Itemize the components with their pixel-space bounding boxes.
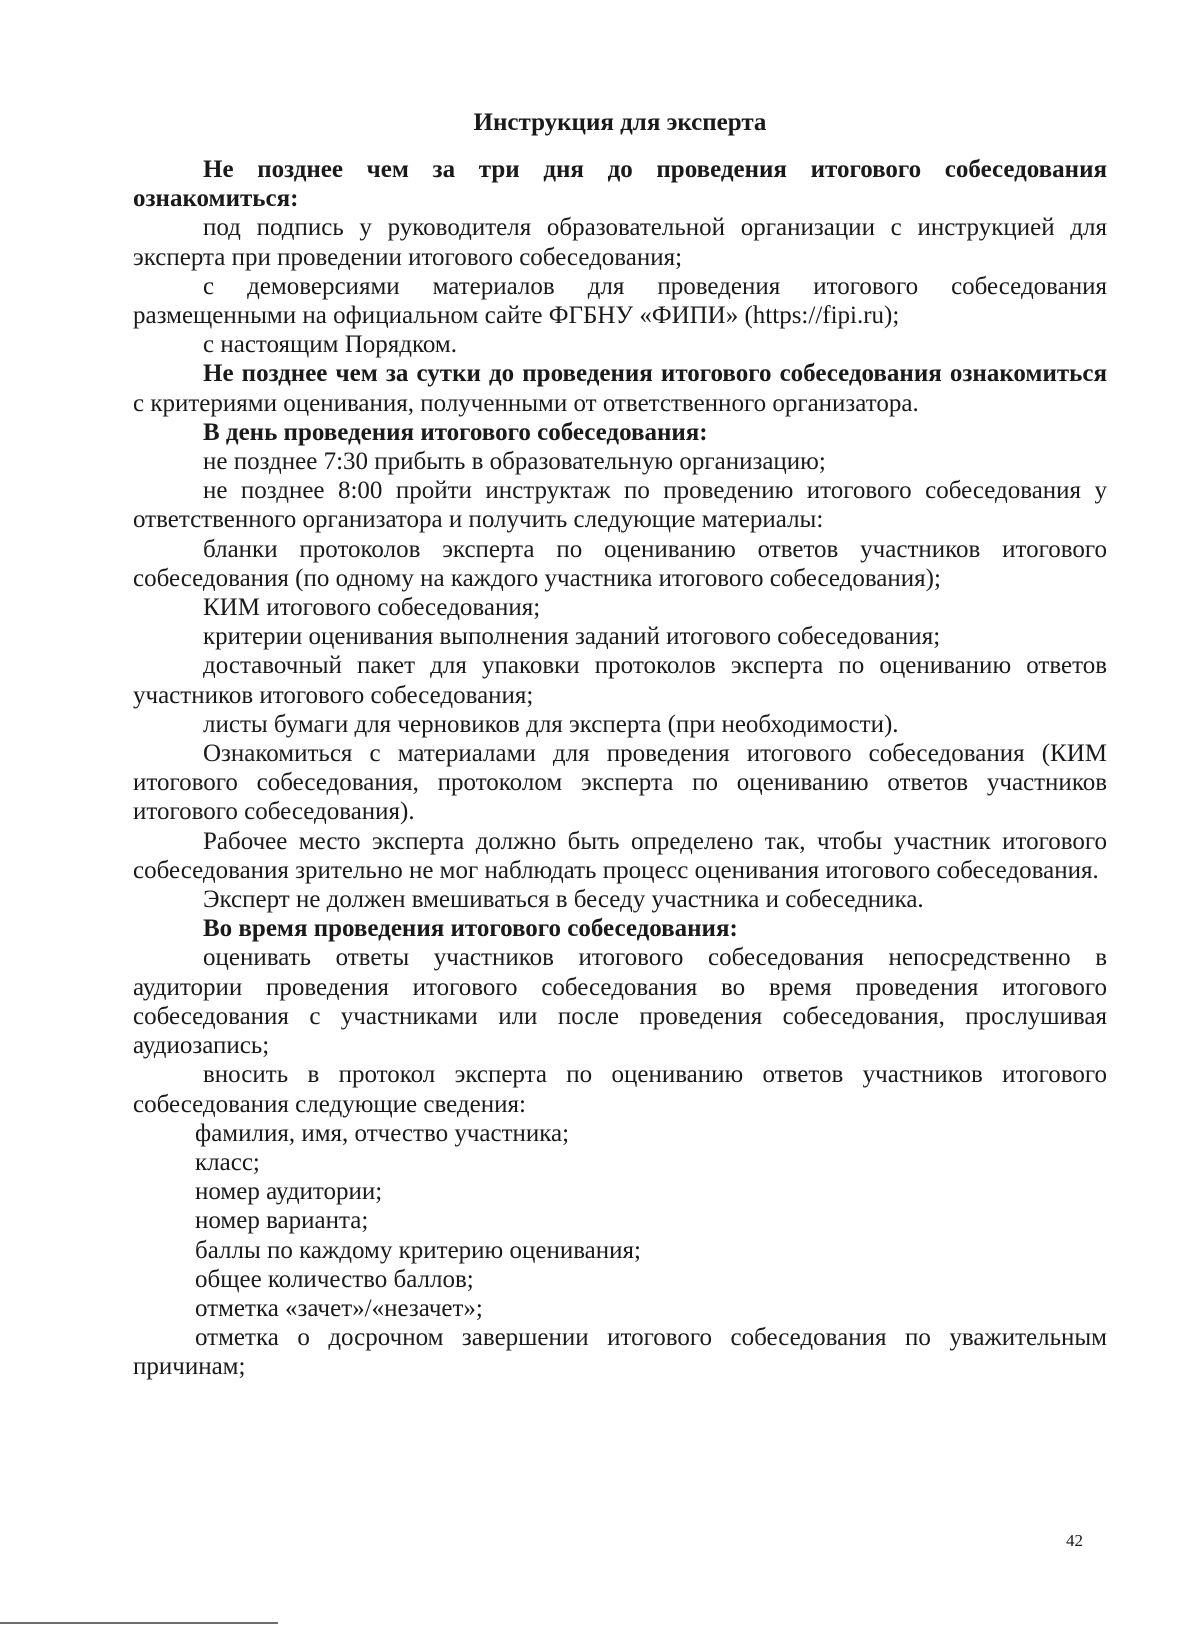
- paragraph: [133, 593, 1107, 622]
- paragraph: [133, 914, 1107, 943]
- page-number: 42: [1066, 1531, 1083, 1550]
- paragraph: [133, 943, 1107, 1060]
- paragraph-text: КИМ итогового собеседования;: [203, 594, 541, 622]
- list-item: отметка «зачет»/«незачет»;: [195, 1294, 483, 1322]
- paragraph: [133, 827, 1107, 885]
- paragraph: [133, 155, 1107, 213]
- paragraph: [133, 535, 1107, 593]
- list-item: фамилия, имя, отчество участника;: [195, 1119, 570, 1147]
- paragraph: [133, 739, 1107, 827]
- paragraph-bold: В день проведения итогового собеседования:: [203, 418, 708, 446]
- document-body: [133, 108, 1107, 1382]
- paragraph: [133, 651, 1107, 709]
- paragraph-text: Эксперт не должен вмешиваться в беседу участника и собеседника.: [203, 886, 924, 914]
- paragraph: [133, 622, 1107, 651]
- paragraph-text: с критериями оценивания, полученными от ответственного организатора.: [133, 389, 919, 417]
- paragraph-text: бланки протоколов эксперта по оцениванию ответов участников итогового собеседования (по одному на каждого участника итогового собеседования);: [133, 535, 1107, 592]
- paragraph-text: доставочный пакет для упаковки протоколов эксперта по оцениванию ответов участников итогового собеседования;: [133, 652, 1107, 709]
- paragraph-text: не позднее 7:30 прибыть в образовательную организацию;: [203, 448, 826, 476]
- paragraph-text: вносить в протокол эксперта по оцениванию ответов участников итогового собеседования следующие сведения:: [133, 1061, 1107, 1118]
- paragraph: [133, 447, 1107, 476]
- paragraph-bold: Во время проведения итогового собеседования:: [203, 915, 738, 943]
- paragraph: [133, 213, 1107, 271]
- page-title: Инструкция для эксперта: [473, 109, 767, 136]
- list-item: отметка о досрочном завершении итогового собеседования по уважительным причинам;: [133, 1324, 1107, 1381]
- list-item: баллы по каждому критерию оценивания;: [195, 1236, 641, 1264]
- paragraph-text: листы бумаги для черновиков для эксперта (при необходимости).: [203, 710, 899, 738]
- list-item: класс;: [195, 1148, 260, 1176]
- paragraph: [133, 710, 1107, 739]
- paragraph: [133, 885, 1107, 914]
- paragraph-text: Рабочее место эксперта должно быть определено так, чтобы участник итогового собеседования зрительно не мог наблюдать процесс оценивания итогового собеседования.: [133, 827, 1107, 884]
- list-item: общее количество баллов;: [195, 1265, 474, 1293]
- paragraph: [133, 1060, 1107, 1118]
- paragraph-text: с демоверсиями материалов для проведения итогового собеседования размещенными на официальном сайте ФГБНУ «ФИПИ» (https://fipi.ru);: [133, 272, 1107, 330]
- paragraph-bold: Не позднее чем за три дня до проведения итогового собеседования ознакомиться:: [133, 156, 1107, 213]
- paragraph-text: с настоящим Порядком.: [203, 331, 457, 359]
- list-item: номер варианта;: [195, 1207, 369, 1235]
- paragraph: [133, 272, 1107, 330]
- paragraph-bold: Не позднее чем за сутки до проведения итогового собеседования ознакомиться: [203, 360, 1107, 388]
- paragraph-text: под подпись у руководителя образовательной организации с инструкцией для эксперта при проведении итогового собеседования;: [133, 214, 1107, 271]
- paragraph: [133, 418, 1107, 447]
- paragraph: [133, 330, 1107, 359]
- list-item: номер аудитории;: [195, 1178, 383, 1206]
- paragraph: [133, 359, 1107, 417]
- paragraph-text: критерии оценивания выполнения заданий итогового собеседования;: [203, 623, 941, 651]
- paragraph: [133, 476, 1107, 534]
- paragraph-text: оценивать ответы участников итогового собеседования непосредственно в аудитории проведения итогового собеседования во время проведения итогового собеседования с участниками или после проведения собеседования, прослушивая аудиозапись;: [133, 944, 1107, 1060]
- paragraph-text: Ознакомиться с материалами для проведения итогового собеседования (КИМ итогового собеседования, протоколом эксперта по оцениванию ответов участников итогового собеседования).: [133, 740, 1107, 826]
- scan-edge-line: [0, 1622, 278, 1624]
- paragraph-text: не позднее 8:00 пройти инструктаж по проведению итогового собеседования у ответственного организатора и получить следующие материалы:: [133, 477, 1107, 534]
